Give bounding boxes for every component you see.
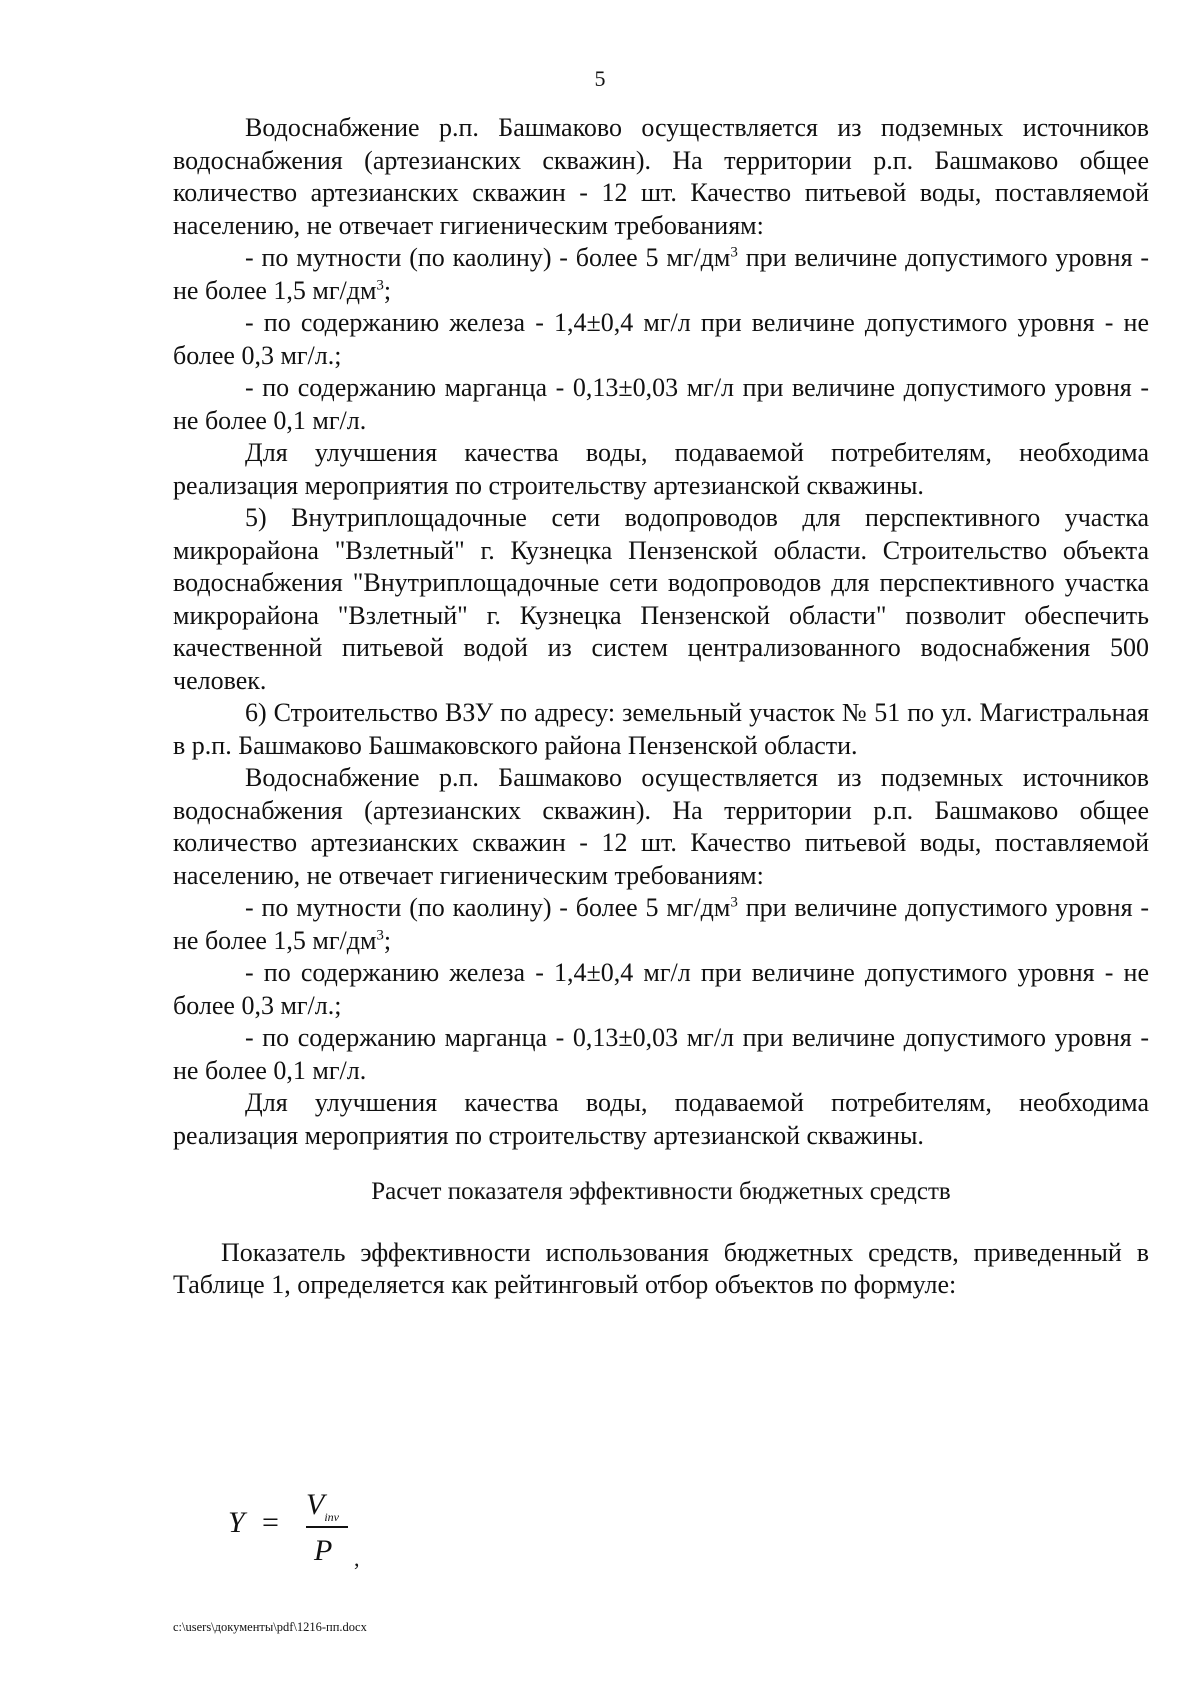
paragraph-efficiency-indicator: Показатель эффективности использования бюджетных средств, приведенный в Таблице 1, определяется как рейтинговый отбор объектов по формуле: [173,1237,1149,1299]
paragraph-iron: - по содержанию железа - 1,4±0,4 мг/л при величине допустимого уровня - не более 0,3 мг/л.; [173,308,1149,370]
paragraph-item-6: 6) Строительство ВЗУ по адресу: земельный участок № 51 по ул. Магистральная в р.п. Башмаково Башмаковского района Пензенской области. [173,698,1149,760]
paragraph-water-supply-2: Водоснабжение р.п. Башмаково осуществляется из подземных источников водоснабжения (артезианских скважин). На территории р.п. Башмаково общее количество артезианских скважин - 12 шт. Качество питьевой воды, поставляемой населению, не отвечает гигиеническим требованиям: [173,763,1149,890]
formula-numerator-subscript: inv [324,1510,339,1524]
superscript: 3 [376,926,384,943]
text: при величине допустимого уровня - не более 1,5 мг/дм [173,243,1150,305]
section-heading: Расчет показателя эффективности бюджетных средств [371,1178,951,1205]
formula-comma: , [354,1546,360,1571]
text: при величине допустимого уровня - не более 1,5 мг/дм [173,893,1150,955]
document-body [173,112,1149,1302]
superscript: 3 [730,244,738,261]
paragraph-water-supply: Водоснабжение р.п. Башмаково осуществляется из подземных источников водоснабжения (артезианских скважин). На территории р.п. Башмаково общее количество артезианских скважин - 12 шт. Качество питьевой воды, поставляемой населению, не отвечает гигиеническим требованиям: [173,113,1149,240]
paragraph-iron-2: - по содержанию железа - 1,4±0,4 мг/л при величине допустимого уровня - не более 0,3 мг/л.; [173,958,1149,1020]
text: ; [383,925,392,955]
paragraph-improvement: Для улучшения качества воды, подаваемой потребителям, необходима реализация мероприятия по строительству артезианской скважины. [173,438,1149,500]
text: - по мутности (по каолину) - более 5 мг/дм [245,243,731,272]
formula-lhs: Y [228,1506,245,1539]
paragraph-manganese-2: - по содержанию марганца - 0,13±0,03 мг/л при величине допустимого уровня - не более 0,1 мг/л. [173,1023,1149,1085]
paragraph-improvement-2: Для улучшения качества воды, подаваемой потребителям, необходима реализация мероприятия по строительству артезианской скважины. [173,1088,1149,1150]
footer-file-path: c:\users\документы\pdf\1216-пп.docx [173,1620,367,1634]
superscript: 3 [730,894,738,911]
paragraph-manganese: - по содержанию марганца - 0,13±0,03 мг/л при величине допустимого уровня - не более 0,1 мг/л. [173,373,1149,435]
formula-numerator [306,1488,339,1525]
formula-denominator: P [314,1534,333,1567]
text: - по мутности (по каолину) - более 5 мг/дм [245,893,731,922]
paragraph-item-5: 5) Внутриплощадочные сети водопроводов для перспективного участка микрорайона "Взлетный" г. Кузнецка Пензенской области. Строительство объекта водоснабжения "Внутриплощадочные сети водопроводов для перспективного участка микрорайона "Взлетный" г. Кузнецка Пензенской области" позволит обеспечить качественной питьевой водой из систем централизованного водоснабжения 500 человек. [173,503,1149,695]
page-number: 5 [594,66,606,91]
paragraph-turbidity [173,242,1149,307]
formula-equals: = [262,1506,279,1539]
fraction-bar [306,1526,348,1528]
paragraph-turbidity-2 [173,892,1149,957]
formula-numerator-symbol: V [306,1488,325,1521]
text: ; [383,275,392,305]
superscript: 3 [376,276,384,293]
formula [222,1488,422,1578]
